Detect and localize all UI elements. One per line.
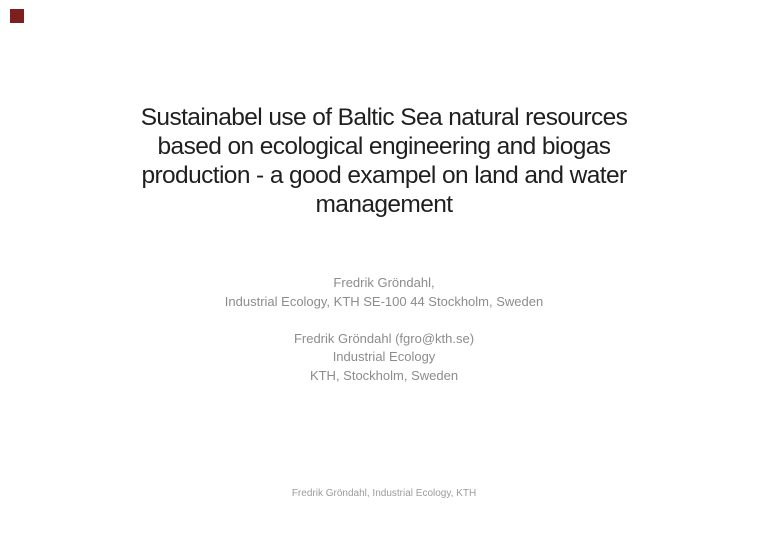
slide-title-line-3: production - a good exampel on land and water <box>141 162 627 189</box>
author-affiliation-line: Industrial Ecology, KTH SE-100 44 Stockholm, Sweden <box>224 293 544 309</box>
slide-title-line-4: management <box>315 191 453 218</box>
slide-title-line-1: Sustainabel use of Baltic Sea natural resources <box>140 104 628 131</box>
slide-title-line-2: based on ecological engineering and biogas <box>157 133 611 160</box>
author-email-line: Fredrik Gröndahl (fgro@kth.se) <box>293 330 475 346</box>
author-name-line: Fredrik Gröndahl, <box>333 275 435 290</box>
slide-title <box>0 103 768 219</box>
author-location-line: KTH, Stockholm, Sweden <box>309 367 459 383</box>
slide-footer-credit: Fredrik Gröndahl, Industrial Ecology, KTH <box>291 488 477 499</box>
author-info <box>0 274 768 385</box>
author-contact-block <box>0 330 768 386</box>
author-affiliation-block <box>0 274 768 311</box>
corner-accent-square <box>10 9 24 23</box>
author-department-line: Industrial Ecology <box>332 349 436 364</box>
